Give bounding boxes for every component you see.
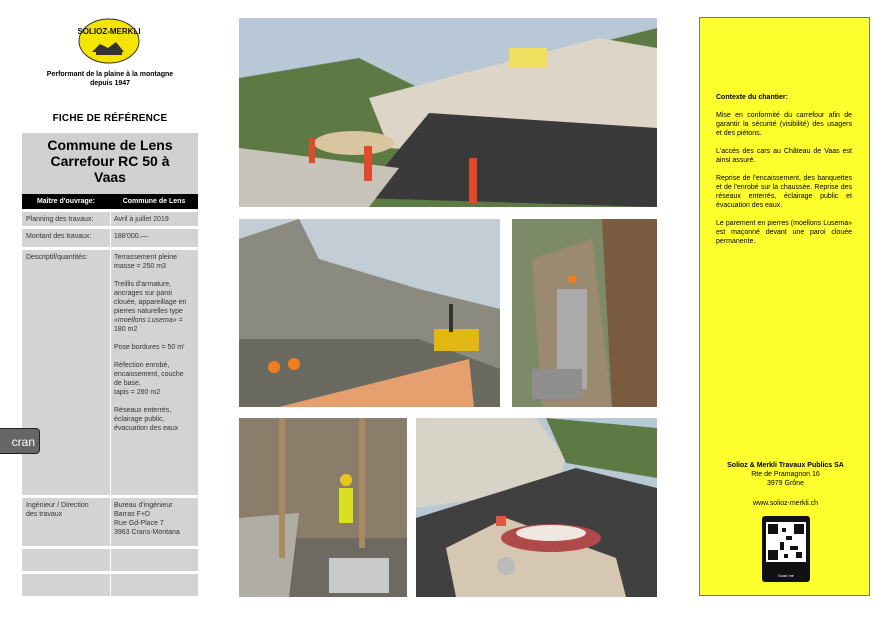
context-text	[716, 93, 852, 246]
context-paragraph-4: Le parement en pierres (moellons Lusema» est maçonné devant une paroi clouée permanente.	[716, 220, 852, 245]
context-paragraph-3: Reprise de l'encaissement, des banquettes et de l'enrobé sur la chaussée. Reprise des réseaux enterrés, éclairage public et évacuation des eaux.	[716, 175, 852, 209]
planning-label: Planning des travaux:	[26, 216, 94, 223]
context-panel	[699, 17, 870, 596]
fiche-heading: FICHE DE RÉFÉRENCE	[52, 113, 168, 124]
ingenieur-label: Ingénieur / Direction des travaux	[26, 502, 89, 518]
descriptif-row	[22, 250, 198, 495]
tagline	[22, 70, 198, 88]
maitre-row	[22, 194, 198, 209]
company-street: Rte de Pramagnon 16	[751, 471, 820, 478]
company-logo	[78, 18, 140, 64]
montant-row	[22, 229, 198, 247]
project-title-line-1: Commune de Lens	[47, 137, 173, 153]
context-heading: Contexte du chantier:	[716, 94, 788, 101]
maitre-label: Maître d'ouvrage:	[36, 198, 96, 205]
photo-nailed-wall-excavator	[239, 219, 500, 407]
empty-row-2	[22, 574, 198, 596]
project-title-line-2: Carrefour RC 50 à	[50, 153, 170, 169]
tagline-line-1: Performant de la plaine à la montagne	[46, 71, 174, 78]
tagline-line-2: depuis 1947	[89, 80, 131, 87]
photo-trench-works	[512, 219, 657, 407]
planning-value: Avril à juillet 2019	[114, 216, 169, 223]
qr-code-icon	[762, 516, 810, 566]
qr-label: Scan me	[778, 573, 794, 578]
company-city: 3979 Grône	[767, 480, 804, 487]
photo-finished-intersection	[416, 418, 657, 597]
ingenieur-value: Bureau d'ingénieur Barras F+D Rue Gd-Place 7 3963 Crans-Montana	[114, 502, 180, 536]
project-title-line-3: Vaas	[94, 169, 126, 185]
screen-overlay-button[interactable]: cran	[0, 428, 40, 454]
context-paragraph-2: L'accès des cars au Château de Vaas est ainsi assuré.	[716, 148, 852, 164]
descriptif-value: Terrassement pleine masse = 250 m3 Treillis d'armature, ancrages sur paroi clouée, appareillage en pierres naturelles type «moellons Lusema» = 180 m2 Pose bordures = 50 m' Réfection enrobé, encaissement, couche de base, tapis = 260 m2 Réseaux enterrés, éclairage public, évacuation des eaux	[114, 254, 187, 432]
company-name: Solioz & Merkli Travaux Publics SA	[727, 462, 844, 469]
photo-stone-masonry	[239, 418, 407, 597]
company-website-link[interactable]: www.solioz-merkli.ch	[753, 500, 818, 507]
descriptif-label: Descriptif/quantités:	[26, 254, 88, 261]
context-paragraph-1: Mise en conformité du carrefour afin de garantir la sécurité (visibilité) des usagers et des piétons.	[716, 112, 852, 137]
maitre-value: Commune de Lens	[122, 198, 186, 205]
empty-row-1	[22, 549, 198, 571]
photo-intersection-wall	[239, 18, 657, 207]
logo-text: SOLIOZ-MERKLI	[78, 27, 140, 36]
ingenieur-row	[22, 498, 198, 546]
qr-code[interactable]	[762, 516, 810, 582]
planning-row	[22, 212, 198, 226]
montant-label: Montant des travaux:	[26, 233, 92, 240]
company-info	[700, 461, 871, 508]
montant-value: 188'000.—	[114, 233, 148, 240]
project-title	[22, 133, 198, 194]
